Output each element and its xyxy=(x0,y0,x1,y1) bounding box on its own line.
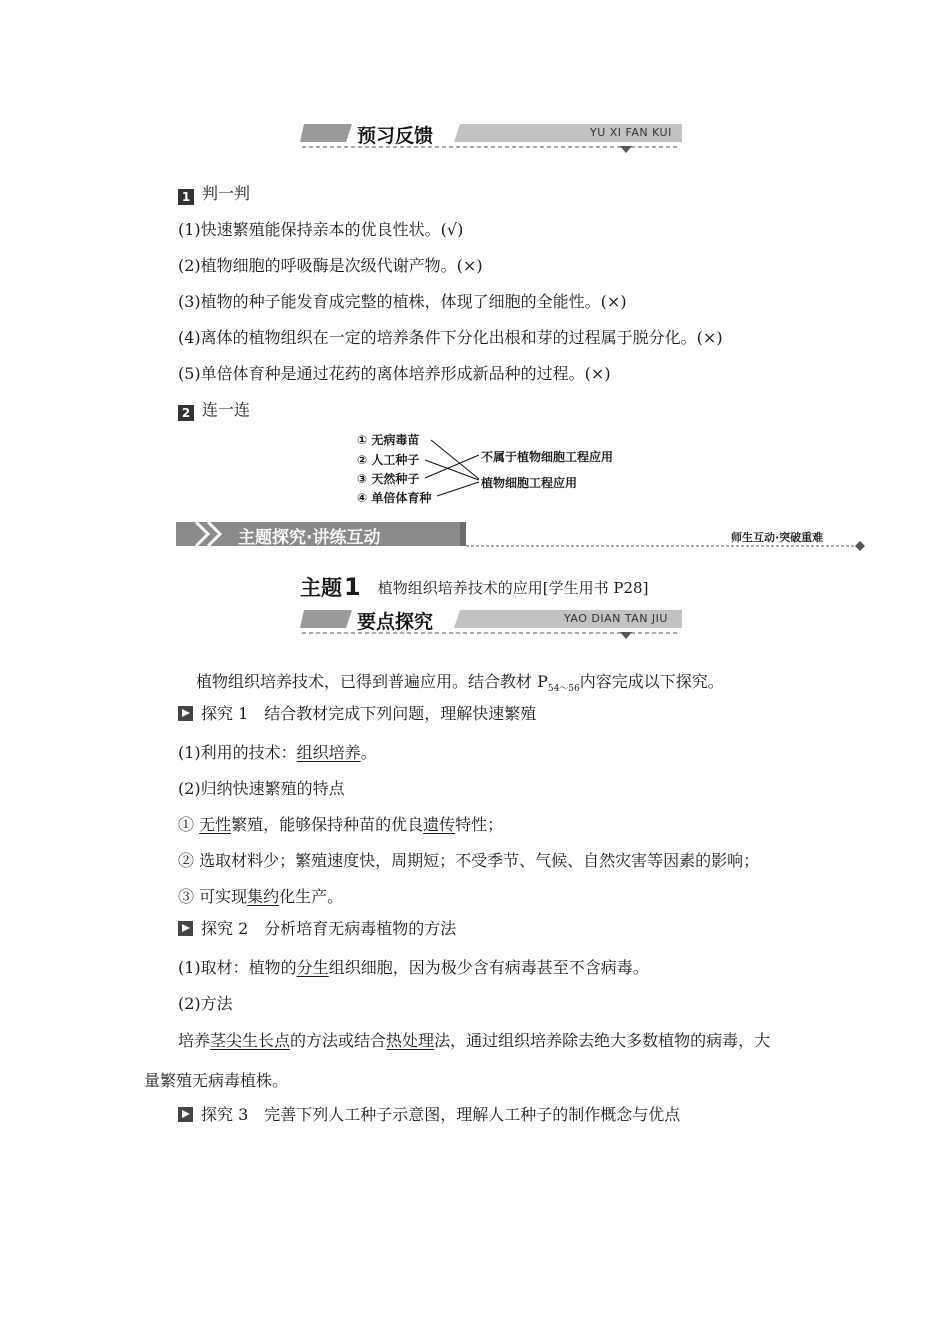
topic-heading xyxy=(300,572,648,602)
preview-banner xyxy=(300,120,682,154)
explore-1-line-4: ② 选取材料少；繁殖速度快，周期短；不受季节、气候、自然灾害等因素的影响； xyxy=(178,851,760,870)
explore-1-line-5: ③ 可实现集约化生产。 xyxy=(178,887,344,906)
explore-1-line-3: ① 无性繁殖，能够保持种苗的优良遗传特性； xyxy=(178,815,504,834)
answer-blank: 热处理 xyxy=(386,1031,435,1050)
judge-item-1: (1)快速繁殖能保持亲本的优良性状。(√) xyxy=(178,220,464,239)
play-arrow-icon xyxy=(178,921,193,936)
judge-item-2: (2)植物细胞的呼吸酶是次级代谢产物。(×) xyxy=(178,256,483,275)
points-banner xyxy=(300,606,682,640)
number-badge: 2 xyxy=(178,405,194,421)
points-banner-title: 要点探究 xyxy=(357,611,434,633)
answer-blank: 茎尖生长点 xyxy=(210,1031,291,1050)
topic-banner-right: 师生互动·突破重难 xyxy=(731,531,824,544)
answer-blank: 组织培养 xyxy=(296,743,361,762)
explore-2-line-3: 培养茎尖生长点的方法或结合热处理法，通过组织培养除去绝大多数植物的病毒，大 xyxy=(178,1031,771,1050)
judge-item-4: (4)离体的植物组织在一定的培养条件下分化出根和芽的过程属于脱分化。(×) xyxy=(178,328,723,347)
explore-1-line-1: (1)利用的技术：组织培养。 xyxy=(178,743,377,762)
match-left-1: ① 无病毒苗 xyxy=(357,433,420,447)
play-arrow-icon xyxy=(178,1107,193,1122)
match-left-3: ③ 天然种子 xyxy=(357,472,420,486)
topic-number: 1 xyxy=(344,573,361,601)
match-right-1: 不属于植物细胞工程应用 xyxy=(481,450,614,464)
judge-item-3: (3)植物的种子能发育成完整的植株，体现了细胞的全能性。(×) xyxy=(178,292,627,311)
explore-1-line-2: (2)归纳快速繁殖的特点 xyxy=(178,779,345,798)
explore-2-line-1: (1)取材：植物的分生组织细胞，因为极少含有病毒甚至不含病毒。 xyxy=(178,958,649,977)
points-banner-subtitle: YAO DIAN TAN JIU xyxy=(564,612,668,625)
topic-title: 植物组织培养技术的应用[学生用书 P28] xyxy=(377,579,649,597)
explore-3-title: 探究 3 完善下列人工种子示意图，理解人工种子的制作概念与优点 xyxy=(178,1104,680,1126)
match-right-2: 植物细胞工程应用 xyxy=(481,476,578,490)
match-left-2: ② 人工种子 xyxy=(357,453,420,467)
intro-paragraph: 植物组织培养技术，已得到普遍应用。结合教材 $P_{54\sim 56}$内容完成以下探究。 xyxy=(196,672,724,695)
topic-banner xyxy=(176,519,870,551)
explore-2-line-4: 量繁殖无病毒植株。 xyxy=(144,1071,289,1090)
answer-blank: 无性 xyxy=(199,815,232,834)
match-diagram xyxy=(355,430,635,510)
answer-blank: 分生 xyxy=(296,958,329,977)
explore-1-title: 探究 1 结合教材完成下列问题，理解快速繁殖 xyxy=(178,703,536,725)
explore-2-line-2: (2)方法 xyxy=(178,994,233,1013)
answer-blank: 集约 xyxy=(247,887,280,906)
preview-banner-title: 预习反馈 xyxy=(357,125,434,147)
topic-label: 主题 xyxy=(300,576,342,600)
play-arrow-icon xyxy=(178,706,193,721)
judge-heading: 1 判一判 xyxy=(178,183,250,205)
match-heading: 2 连一连 xyxy=(178,399,250,421)
match-left-4: ④ 单倍体育种 xyxy=(357,491,432,505)
judge-item-5: (5)单倍体育种是通过花药的离体培养形成新品种的过程。(×) xyxy=(178,364,611,383)
preview-banner-subtitle: YU XI FAN KUI xyxy=(590,126,672,139)
explore-2-title: 探究 2 分析培育无病毒植物的方法 xyxy=(178,918,456,940)
topic-banner-title: 主题探究·讲练互动 xyxy=(238,528,381,548)
number-badge: 1 xyxy=(178,189,194,205)
answer-blank: 遗传 xyxy=(423,815,456,834)
